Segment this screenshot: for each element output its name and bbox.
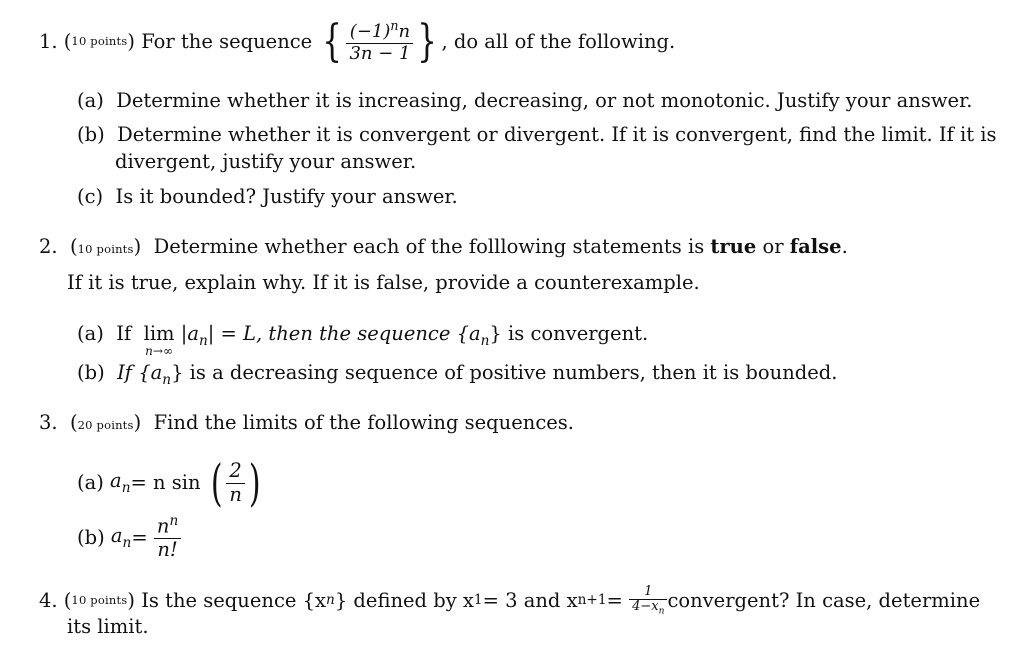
problem-number: 1. bbox=[39, 30, 58, 54]
points-label: 10 points bbox=[77, 242, 134, 256]
problem-4-line2: its limit. bbox=[67, 615, 149, 638]
problem-text: Determine whether each of the folllowing statements is bbox=[153, 235, 705, 258]
points-label: 20 points bbox=[77, 418, 134, 432]
problem-1-header: 1. ( 10 points ) For the sequence { $\frac{(-1)^nn}{3n - 1}$ } , do all of the following. bbox=[39, 16, 676, 67]
problem-4-header: 4. ( 10 points ) Is the sequence {x n } defined by x 1 = 3 and x n+1 = $\frac{1}{4-x_n}$ convergent? In case, determine bbox=[39, 583, 981, 618]
problem-2-line2: If it is true, explain why. If it is false, provide a counterexample. bbox=[67, 271, 700, 294]
limit-expression: lim n→∞ bbox=[143, 322, 175, 358]
problem-text-tail: , do all of the following. bbox=[441, 30, 676, 54]
problem-text: For the sequence bbox=[141, 30, 313, 54]
problem-3-header: 3. (20 points) Find the limits of the following sequences. bbox=[39, 411, 574, 434]
true-word: true bbox=[710, 235, 757, 258]
problem-3-part-b: (b) $a_n$ = $\frac{n^n}{n!}$ bbox=[77, 512, 181, 564]
problem-1-part-b-cont: divergent, justify your answer. bbox=[115, 150, 417, 173]
factorial-fraction: $\frac{n^n}{n!}$ bbox=[154, 514, 181, 561]
problem-number: 3. bbox=[39, 411, 58, 434]
problem-number: 4. bbox=[39, 589, 58, 613]
points-label: 10 points bbox=[71, 34, 128, 49]
part-label: (a) bbox=[77, 89, 104, 112]
problem-1-part-c bbox=[77, 187, 458, 207]
sin-argument-fraction: $\frac{2}{n}$ bbox=[226, 460, 245, 506]
part-text: Determine whether it is convergent or divergent. If it is convergent, find the limit. If it is bbox=[117, 123, 997, 146]
part-label: (b) bbox=[77, 123, 105, 146]
part-text: Is it bounded? Justify your answer. bbox=[115, 185, 458, 208]
part-label: (c) bbox=[77, 185, 104, 208]
false-word: false bbox=[789, 235, 842, 258]
part-text: Determine whether it is increasing, decreasing, or not monotonic. Justify your answer. bbox=[116, 89, 973, 112]
problem-2-header: 2. (10 points) Determine whether each of the folllowing statements is true or false. bbox=[39, 235, 848, 258]
recurrence-fraction: $\frac{1}{4-x_n}$ bbox=[629, 585, 667, 618]
right-brace: } bbox=[417, 16, 438, 67]
problem-text: Find the limits of the following sequences. bbox=[153, 411, 574, 434]
sequence-fraction: $\frac{(-1)^nn}{3n - 1}$ bbox=[346, 19, 413, 64]
problem-2-part-a: (a) If lim n→∞ $|a_n| = L$, then the sequence $\{a_n\}$ is convergent. bbox=[77, 322, 649, 358]
points-label: 10 points bbox=[71, 593, 128, 608]
problem-2-part-b: (b) If $\{a_n\}$ is a decreasing sequence of positive numbers, then it is bounded. bbox=[77, 361, 838, 388]
problem-number: 2. bbox=[39, 235, 58, 258]
left-brace: { bbox=[322, 16, 343, 67]
problem-1-part-a bbox=[77, 91, 972, 111]
problem-3-part-a: (a) $a_n$ = n sin ( $\frac{2}{n}$ ) bbox=[77, 454, 261, 512]
problem-1-part-b bbox=[77, 125, 997, 145]
